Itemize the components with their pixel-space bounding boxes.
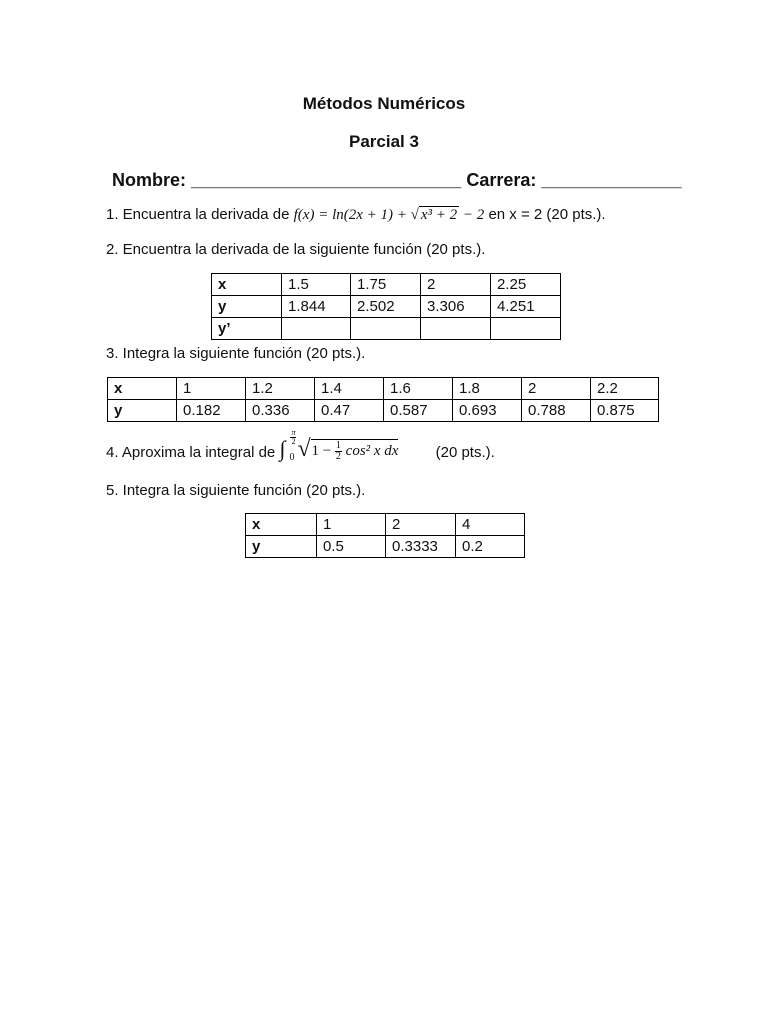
table-cell: y xyxy=(246,536,317,558)
question-1-formula xyxy=(294,206,485,223)
integrand xyxy=(311,439,398,462)
table-cell: y’ xyxy=(212,318,282,340)
table-cell: 4 xyxy=(456,514,525,536)
upper-limit-num: π xyxy=(291,428,296,438)
table-cell: 0.182 xyxy=(177,400,246,422)
carrera-field[interactable]: ______________ xyxy=(541,170,682,190)
table-cell: 1.5 xyxy=(282,274,351,296)
question-4-suffix: (20 pts.). xyxy=(435,443,495,461)
question-2: 2. Encuentra la derivada de la siguiente función (20 pts.). xyxy=(106,241,486,258)
question-5: 5. Integra la siguiente función (20 pts.). xyxy=(106,482,366,499)
table-cell: 1.8 xyxy=(453,378,522,400)
table-cell: 0.47 xyxy=(315,400,384,422)
nombre-field[interactable]: ___________________________ xyxy=(191,170,462,190)
integral-expression xyxy=(279,428,431,468)
table-cell: 0.3333 xyxy=(386,536,456,558)
table-cell: 4.251 xyxy=(491,296,561,318)
table-cell: 1.75 xyxy=(351,274,421,296)
formula-root: x³ + 2 xyxy=(420,207,458,223)
table-row xyxy=(246,536,525,558)
integrand-tail: cos² x dx xyxy=(345,442,399,459)
question-1-prefix: 1. Encuentra la derivada de xyxy=(106,206,290,223)
frac-num: 1 xyxy=(335,440,341,451)
answer-cell[interactable] xyxy=(421,318,491,340)
table-cell: x xyxy=(246,514,317,536)
table-cell: 1 xyxy=(317,514,386,536)
table-cell: 1.2 xyxy=(246,378,315,400)
table-cell: x xyxy=(108,378,177,400)
lower-limit: 0 xyxy=(289,452,295,463)
table-row xyxy=(108,400,659,422)
table-cell: 1 xyxy=(177,378,246,400)
sqrt-symbol-icon: √ xyxy=(410,207,419,223)
answer-cell[interactable] xyxy=(491,318,561,340)
formula-main: f(x) = ln(2x + 1) + xyxy=(293,207,411,223)
table-row xyxy=(246,514,525,536)
integration-table-1 xyxy=(107,377,659,422)
question-4 xyxy=(106,428,495,468)
answer-cell[interactable] xyxy=(351,318,421,340)
table-cell: 0.788 xyxy=(522,400,591,422)
integrand-lead: 1 − xyxy=(311,442,335,459)
question-1 xyxy=(106,206,606,224)
table-cell: 2.2 xyxy=(591,378,659,400)
table-row xyxy=(108,378,659,400)
table-cell: 1.844 xyxy=(282,296,351,318)
table-cell: 0.693 xyxy=(453,400,522,422)
answer-cell[interactable] xyxy=(282,318,351,340)
table-cell: x xyxy=(212,274,282,296)
table-cell: 0.5 xyxy=(317,536,386,558)
integral-sign-icon: ∫ xyxy=(279,436,286,461)
table-cell: 0.587 xyxy=(384,400,453,422)
exam-subtitle: Parcial 3 xyxy=(349,132,419,151)
question-1-suffix: en x = 2 (20 pts.). xyxy=(488,206,606,223)
table-cell: 1.4 xyxy=(315,378,384,400)
table-cell: 2 xyxy=(386,514,456,536)
table-cell: 3.306 xyxy=(421,296,491,318)
nombre-label: Nombre: xyxy=(112,170,187,190)
integration-table-2 xyxy=(245,513,525,558)
table-row xyxy=(212,318,561,340)
table-cell: 2.502 xyxy=(351,296,421,318)
upper-limit xyxy=(290,429,296,446)
page-title: Métodos Numéricos xyxy=(302,94,466,113)
formula-tail: − 2 xyxy=(459,207,485,223)
table-cell: 2 xyxy=(522,378,591,400)
table-cell: 0.336 xyxy=(246,400,315,422)
frac-den: 2 xyxy=(335,451,341,462)
radical-sign-icon: √ xyxy=(297,436,311,462)
upper-limit-den: 2 xyxy=(291,437,296,447)
table-cell: 0.875 xyxy=(591,400,659,422)
table-cell: 1.6 xyxy=(384,378,453,400)
table-cell: y xyxy=(212,296,282,318)
carrera-label: Carrera: xyxy=(466,170,537,190)
table-cell: 2.25 xyxy=(491,274,561,296)
name-career-line xyxy=(112,170,682,191)
table-cell: 0.2 xyxy=(456,536,525,558)
question-3: 3. Integra la siguiente función (20 pts.). xyxy=(106,345,366,362)
derivative-table xyxy=(211,273,561,340)
table-cell: y xyxy=(108,400,177,422)
table-row xyxy=(212,274,561,296)
question-4-prefix: 4. Aproxima la integral de xyxy=(106,443,276,461)
table-cell: 2 xyxy=(421,274,491,296)
table-row xyxy=(212,296,561,318)
